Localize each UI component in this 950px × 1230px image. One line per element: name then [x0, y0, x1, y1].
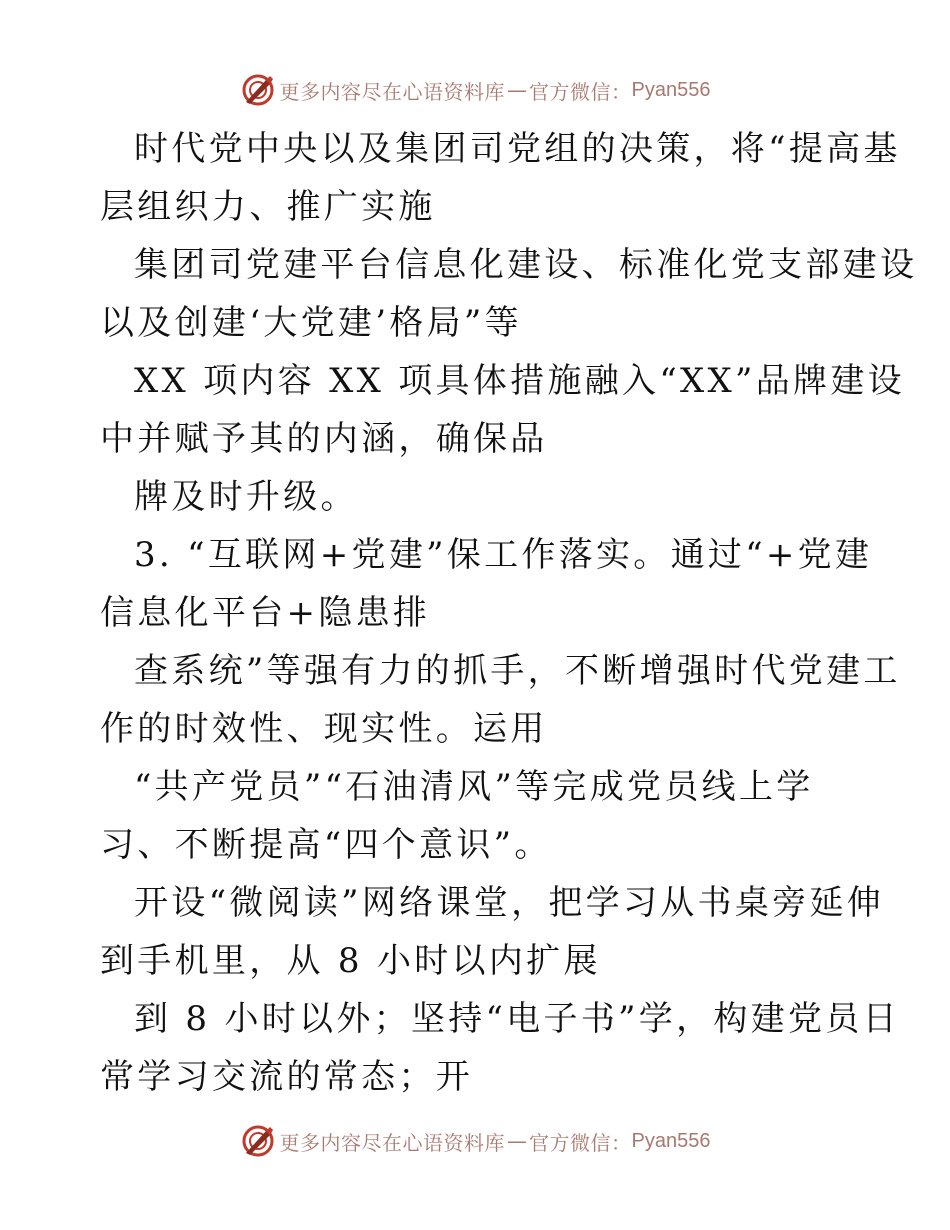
header-watermark	[0, 70, 950, 110]
footer-watermark	[0, 1121, 950, 1161]
watermark-text: 更多内容尽在心语资料库	[279, 79, 506, 104]
text-line: 到手机里，从 8 小时以内扩展	[100, 941, 601, 981]
pen-logo-icon	[240, 1123, 276, 1159]
text-line: 时代党中央以及集团司党组的决策，将“提高基	[134, 129, 901, 169]
watermark-separator: —	[507, 1129, 528, 1153]
text-line: 以及创建‘大党建’格局”等	[100, 303, 522, 343]
watermark-official: 官方微信：	[529, 1130, 632, 1155]
text-line: 牌及时升级。	[134, 477, 358, 517]
watermark-official: 官方微信：	[529, 79, 632, 104]
text-line: 查系统”等强有力的抓手，不断增强时代党建工	[134, 651, 901, 691]
text-line: 信息化平台+隐患排	[100, 593, 431, 633]
text-line: 中并赋予其的内涵，确保品	[100, 419, 548, 459]
text-line: 层组织力、推广实施	[100, 187, 436, 227]
text-line: 开设“微阅读”网络课堂，把学习从书桌旁延伸	[134, 883, 885, 923]
watermark-separator: —	[507, 78, 528, 102]
pen-logo-icon	[240, 72, 276, 108]
text-line: XX 项内容 XX 项具体措施融入“XX”品牌建设	[134, 361, 905, 401]
watermark-id: Pyan556	[631, 1129, 711, 1152]
text-line: “共产党员”“石油清风”等完成党员线上学	[134, 767, 814, 807]
watermark-text: 更多内容尽在心语资料库	[279, 1130, 506, 1155]
text-line: 常学习交流的常态；开	[100, 1057, 473, 1097]
text-line: 作的时效性、现实性。运用	[100, 709, 548, 749]
watermark-id: Pyan556	[631, 78, 711, 101]
text-line: 集团司党建平台信息化建设、标准化党支部建设	[134, 245, 918, 285]
text-line: 3. “互联网+党建”保工作落实。通过“+党建	[134, 535, 873, 575]
text-line: 习、不断提高“四个意识”。	[100, 825, 552, 865]
text-line: 到 8 小时以外；坚持“电子书”学，构建党员日	[134, 999, 900, 1039]
